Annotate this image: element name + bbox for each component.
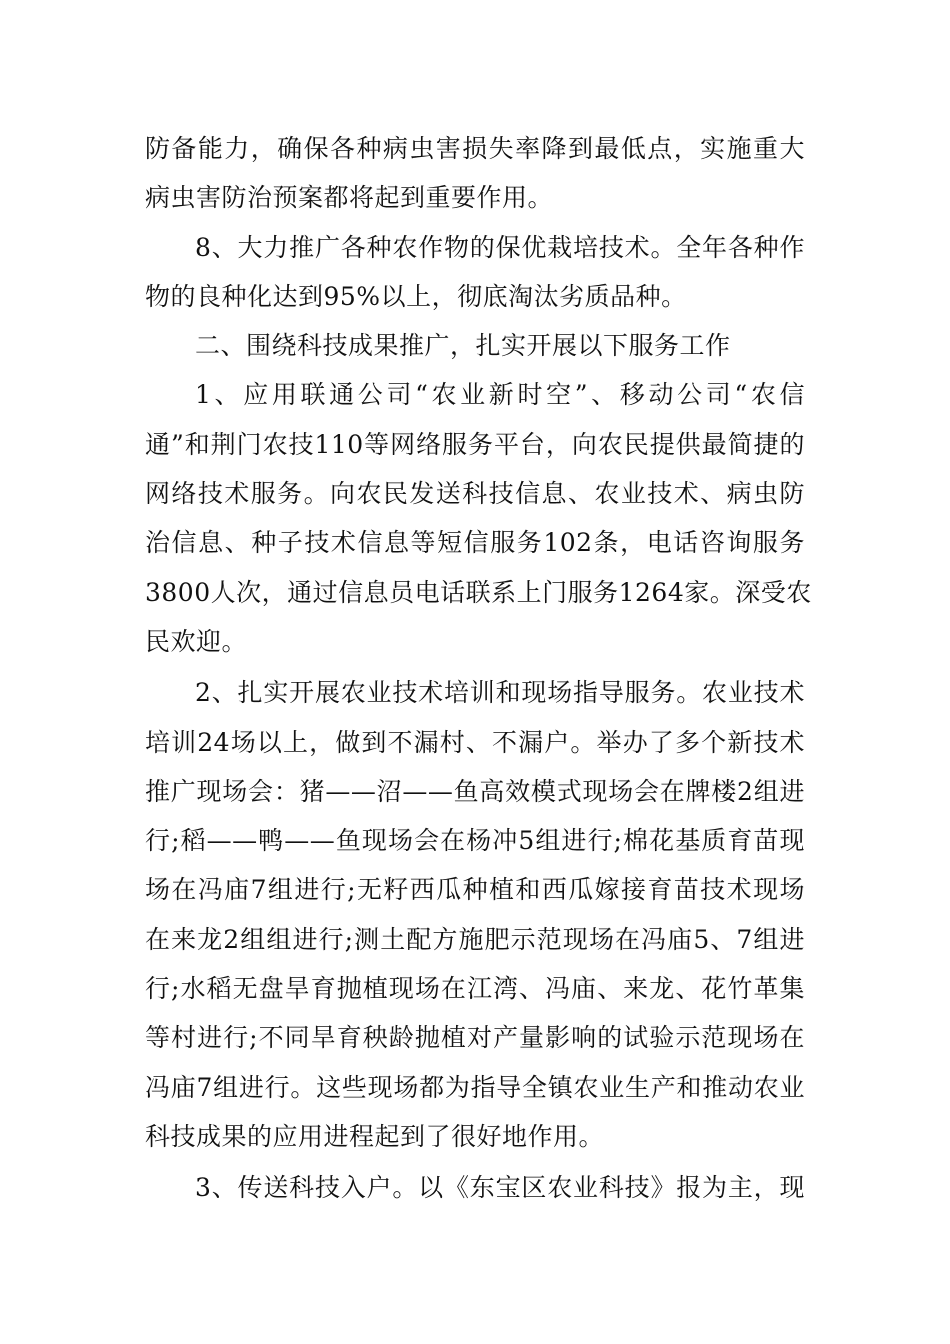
text-line: 行;稻——鸭——鱼现场会在杨冲5组进行;棉花基质育苗现: [145, 826, 805, 856]
text-line: 2、扎实开展农业技术培训和现场指导服务。农业技术: [195, 678, 805, 708]
text-line: 场在冯庙7组进行;无籽西瓜种植和西瓜嫁接育苗技术现场: [145, 875, 805, 905]
text-line: 3、传送科技入户。以《东宝区农业科技》报为主，现: [195, 1173, 805, 1203]
text-line: 防备能力，确保各种病虫害损失率降到最低点，实施重大: [145, 134, 805, 163]
section-heading-2: [145, 321, 805, 370]
text-line: 培训24场以上，做到不漏村、不漏户。举办了多个新技术: [145, 727, 805, 757]
paragraph-item-1: [145, 370, 812, 666]
text-line: 科技成果的应用进程起到了很好地作用。: [145, 1121, 605, 1151]
text-line: 通”和荆门农技110等网络服务平台，向农民提供最简捷的: [145, 429, 805, 459]
text-line: 治信息、种子技术信息等短信服务102条，电话咨询服务: [145, 528, 805, 558]
text-line: 网络技术服务。向农民发送科技信息、农业技术、病虫防: [145, 479, 805, 509]
paragraph-item-2: [145, 668, 805, 1161]
text-line: 1、应用联通公司“农业新时空”、移动公司“农信: [195, 380, 805, 410]
text-line: 推广现场会：猪——沼——鱼高效模式现场会在牌楼2组进: [145, 776, 805, 806]
text-line: 民欢迎。: [145, 626, 248, 656]
text-line: 3800人次，通过信息员电话联系上门服务1264家。深受农: [145, 577, 812, 607]
text-line: 冯庙7组进行。这些现场都为指导全镇农业生产和推动农业: [145, 1072, 805, 1102]
text-line: 8、大力推广各种农作物的保优栽培技术。全年各种作: [195, 232, 805, 262]
paragraph-item-8: [145, 223, 805, 322]
paragraph-continuation: [145, 124, 805, 223]
document-body: [145, 124, 812, 1213]
text-line: 行;水稻无盘旱育抛植现场在江湾、冯庙、来龙、花竹革集: [145, 974, 805, 1004]
paragraph-item-3: [145, 1163, 805, 1212]
text-line: 病虫害防治预案都将起到重要作用。: [145, 183, 554, 213]
text-line: 在来龙2组组进行;测土配方施肥示范现场在冯庙5、7组进: [145, 924, 805, 954]
text-line: 等村进行;不同旱育秧龄抛植对产量影响的试验示范现场在: [145, 1023, 805, 1053]
text-line: 物的良种化达到95%以上，彻底淘汰劣质品种。: [145, 281, 687, 311]
text-line: 二、围绕科技成果推广，扎实开展以下服务工作: [195, 331, 731, 361]
